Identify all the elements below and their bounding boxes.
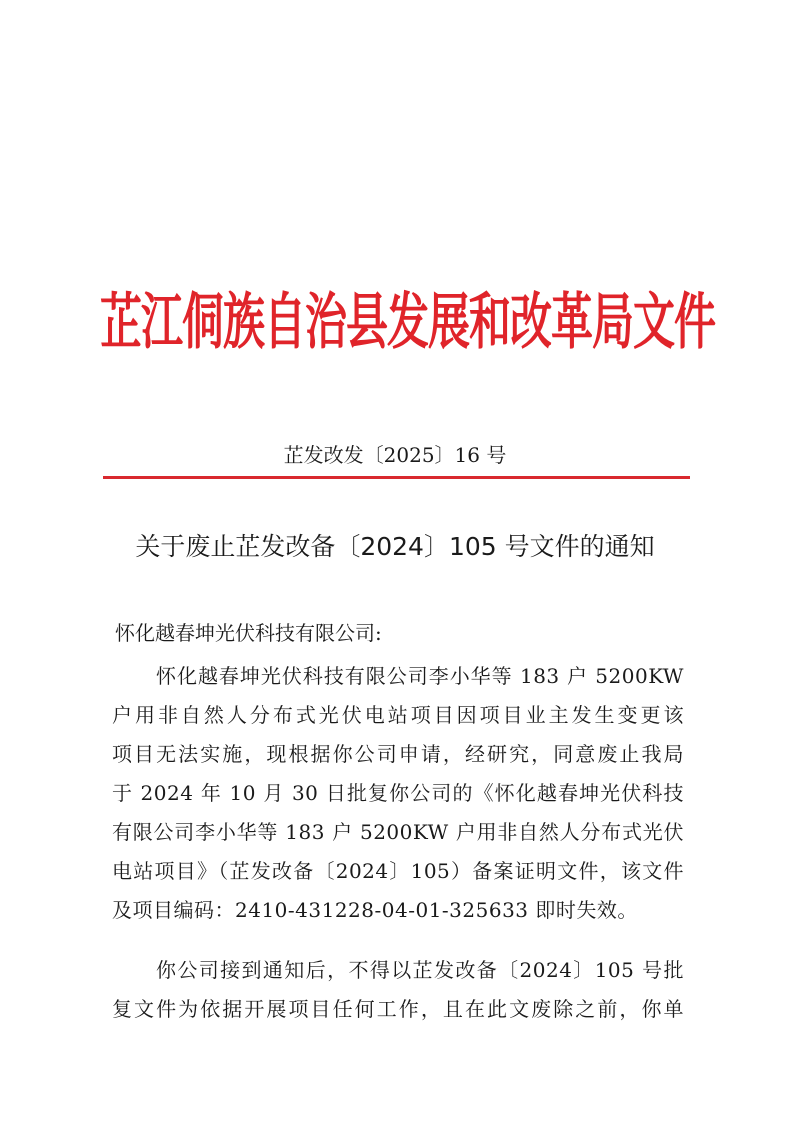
paragraph-line: 于 2024 年 10 月 30 日批复你公司的《怀化越春坤光伏科技 bbox=[112, 781, 684, 805]
masthead-title: 芷江侗族自治县发展和改革局文件 bbox=[100, 285, 716, 357]
paragraph-line: 及项目编码：2410-431228-04-01-325633 即时失效。 bbox=[112, 898, 638, 922]
paragraph-line: 项目无法实施，现根据你公司申请，经研究，同意废止我局 bbox=[112, 742, 684, 766]
paragraph-line: 怀化越春坤光伏科技有限公司李小华等 183 户 5200KW bbox=[156, 664, 684, 688]
paragraph-line: 电站项目》（芷发改备〔2024〕105）备案证明文件，该文件 bbox=[112, 859, 684, 883]
addressee: 怀化越春坤光伏科技有限公司: bbox=[115, 621, 382, 645]
body-paragraph-2 bbox=[112, 951, 684, 1029]
paragraph-line: 户用非自然人分布式光伏电站项目因项目业主发生变更该 bbox=[112, 703, 684, 727]
document-title: 关于废止芷发改备〔2024〕105 号文件的通知 bbox=[135, 532, 655, 561]
red-divider-rule bbox=[103, 476, 690, 479]
paragraph-line: 复文件为依据开展项目任何工作，且在此文废除之前，你单 bbox=[112, 997, 684, 1021]
paragraph-line: 你公司接到通知后，不得以芷发改备〔2024〕105 号批 bbox=[156, 958, 684, 982]
document-number: 芷发改发〔2025〕16 号 bbox=[283, 443, 507, 467]
paragraph-line: 有限公司李小华等 183 户 5200KW 户用非自然人分布式光伏 bbox=[112, 820, 684, 844]
body-paragraph-1 bbox=[112, 657, 684, 930]
